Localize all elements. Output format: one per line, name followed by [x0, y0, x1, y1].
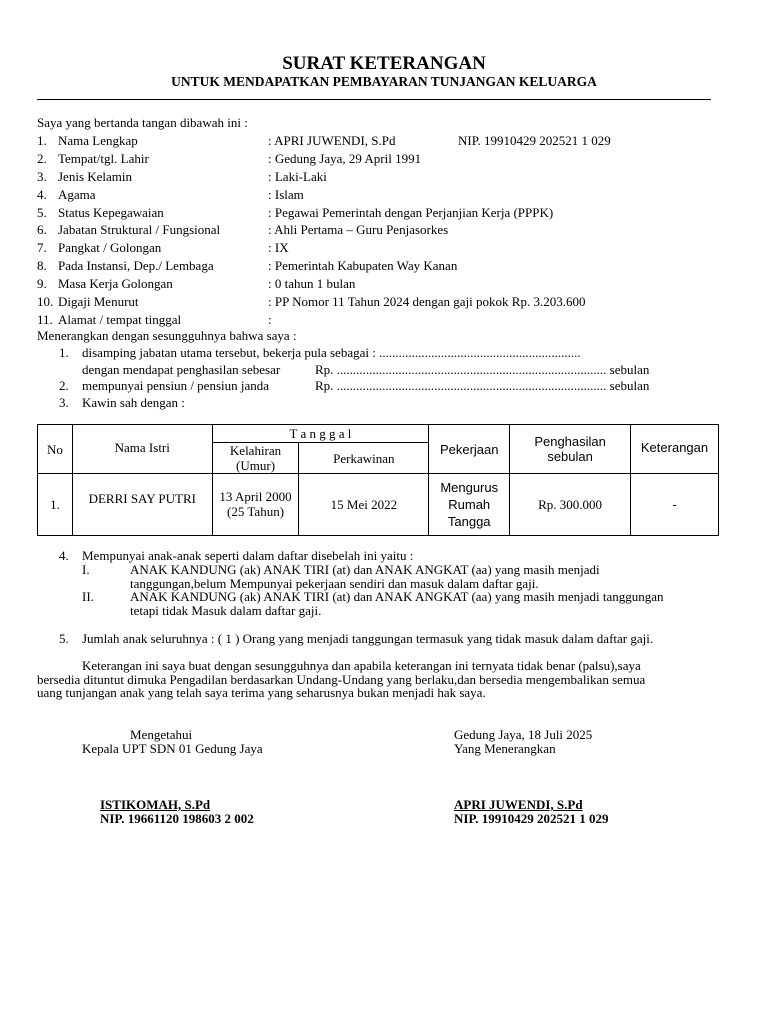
- header-kelahiran-label: Kelahiran: [229, 443, 282, 458]
- children-item-1-line2: tanggungan,belum Mempunyai pekerjaan sendiri dan masuk dalam daftar gaji.: [130, 576, 539, 591]
- statement-pension-label: mempunyai pensiun / pensiun janda: [82, 378, 270, 393]
- field-value: : Pemerintah Kabupaten Way Kanan: [268, 258, 458, 273]
- statement-number: 5.: [59, 631, 69, 646]
- cell-nama: DERRI SAY PUTRI: [72, 474, 212, 536]
- field-label: Jenis Kelamin: [58, 169, 133, 184]
- statement-married: Kawin sah dengan :: [82, 395, 185, 410]
- header-no: No: [38, 425, 73, 474]
- right-sign-name: APRI JUWENDI, S.Pd: [454, 797, 583, 812]
- spouse-table: [37, 424, 719, 536]
- statement-number: 4.: [59, 548, 69, 563]
- cell-pekerjaan-line: Tangga: [447, 514, 491, 529]
- field-value: : 0 tahun 1 bulan: [268, 276, 356, 291]
- table-header-row: [38, 425, 719, 443]
- field-number: 6.: [37, 222, 47, 237]
- header-penghasilan: [510, 425, 631, 474]
- closing-line: bersedia dituntut dimuka Pengadilan berdasarkan Undang-Undang yang berlaku,dan bersedia mengembalikan semua: [37, 672, 646, 687]
- field-label: Nama Lengkap: [58, 133, 138, 148]
- field-label: Pada Instansi, Dep./ Lembaga: [58, 258, 214, 273]
- statement-number: 2.: [59, 378, 69, 393]
- header-penghasilan-label: Penghasilan: [534, 434, 606, 449]
- field-number: 8.: [37, 258, 47, 273]
- cell-kelahiran-date: 13 April 2000: [219, 489, 292, 504]
- field-value: : APRI JUWENDI, S.Pd: [268, 133, 396, 148]
- field-label: Masa Kerja Golongan: [58, 276, 173, 291]
- field-value: : Ahli Pertama – Guru Penjasorkes: [268, 222, 449, 237]
- cell-pekerjaan-line: Rumah: [448, 497, 491, 512]
- header-perkawinan: Perkawinan: [299, 443, 429, 474]
- header-nama-istri: Nama Istri: [72, 425, 212, 474]
- cell-keterangan: -: [631, 474, 719, 536]
- field-number: 10.: [37, 294, 54, 309]
- right-sign-place-date: Gedung Jaya, 18 Juli 2025: [454, 727, 593, 742]
- field-number: 4.: [37, 187, 47, 202]
- children-item-number: I.: [82, 562, 90, 577]
- field-label: Digaji Menurut: [58, 294, 139, 309]
- field-label: Jabatan Struktural / Fungsional: [58, 222, 221, 237]
- field-value: : Gedung Jaya, 29 April 1991: [268, 151, 422, 166]
- field-label: Tempat/tgl. Lahir: [58, 151, 149, 166]
- field-value: : IX: [268, 240, 289, 255]
- nip-inline: NIP. 19910429 202521 1 029: [458, 133, 611, 148]
- field-number: 9.: [37, 276, 47, 291]
- field-label: Alamat / tempat tinggal: [58, 312, 182, 327]
- closing-line: Keterangan ini saya buat dengan sesungguhnya dan apabila keterangan ini ternyata tidak benar (palsu),saya: [82, 658, 641, 673]
- header-sebulan-label: sebulan: [547, 449, 593, 464]
- children-intro: Mempunyai anak-anak seperti dalam daftar disebelah ini yaitu :: [82, 548, 414, 563]
- cell-no: 1.: [38, 474, 73, 536]
- document-title: SURAT KETERANGAN: [282, 53, 486, 74]
- cell-umur: (25 Tahun): [227, 504, 285, 519]
- field-label: Agama: [58, 187, 96, 202]
- header-pekerjaan: Pekerjaan: [429, 425, 510, 474]
- field-number: 2.: [37, 151, 47, 166]
- statement-income-value: Rp. ................................................................................... sebulan: [315, 362, 650, 377]
- left-sign-name: ISTIKOMAH, S.Pd: [100, 797, 211, 812]
- closing-line: uang tunjangan anak yang telah saya terima yang seharusnya bukan menjadi hak saya.: [37, 685, 486, 700]
- header-umur-label: (Umur): [236, 458, 276, 473]
- field-value: :: [268, 312, 272, 327]
- statement-number: 1.: [59, 345, 69, 360]
- field-number: 5.: [37, 205, 47, 220]
- header-tanggal: T a n g g a l: [212, 425, 429, 443]
- field-value: : Laki-Laki: [268, 169, 327, 184]
- statement-intro: Menerangkan dengan sesungguhnya bahwa saya :: [37, 328, 297, 343]
- statement-number: 3.: [59, 395, 69, 410]
- left-sign-title: Mengetahui: [130, 727, 193, 742]
- field-label: Status Kepegawaian: [58, 205, 164, 220]
- field-number: 11.: [37, 312, 53, 327]
- cell-penghasilan: Rp. 300.000: [510, 474, 631, 536]
- field-value: : PP Nomor 11 Tahun 2024 dengan gaji pokok Rp. 3.203.600: [268, 294, 586, 309]
- cell-pekerjaan: [429, 474, 510, 536]
- intro-text: Saya yang bertanda tangan dibawah ini :: [37, 115, 248, 130]
- field-value: : Pegawai Pemerintah dengan Perjanjian Kerja (PPPK): [268, 205, 554, 220]
- field-number: 1.: [37, 133, 47, 148]
- field-value: : Islam: [268, 187, 304, 202]
- statement-pension-value: Rp. ................................................................................... sebulan: [315, 378, 650, 393]
- cell-kelahiran: [212, 474, 299, 536]
- children-item-1-line1: ANAK KANDUNG (ak) ANAK TIRI (at) dan ANAK ANGKAT (aa) yang masih menjadi: [130, 562, 600, 577]
- table-row: [38, 474, 719, 536]
- document-subtitle: UNTUK MENDAPATKAN PEMBAYARAN TUNJANGAN KELUARGA: [171, 74, 597, 89]
- statement-side-job: disamping jabatan utama tersebut, bekerja pula sebagai : ..............................................................: [82, 345, 581, 360]
- field-label: Pangkat / Golongan: [58, 240, 162, 255]
- left-sign-nip: NIP. 19661120 198603 2 002: [100, 811, 254, 826]
- header-divider: [37, 99, 711, 100]
- left-sign-position: Kepala UPT SDN 01 Gedung Jaya: [82, 741, 263, 756]
- children-item-2-line2: tetapi tidak Masuk dalam daftar gaji.: [130, 603, 322, 618]
- header-keterangan: Keterangan: [631, 425, 719, 474]
- children-item-number: II.: [82, 589, 94, 604]
- statement-income-label: dengan mendapat penghasilan sebesar: [82, 362, 281, 377]
- right-sign-title: Yang Menerangkan: [454, 741, 556, 756]
- field-number: 3.: [37, 169, 47, 184]
- children-count: Jumlah anak seluruhnya : ( 1 ) Orang yang menjadi tanggungan termasuk yang tidak masuk dalam daftar gaji.: [82, 631, 654, 646]
- field-number: 7.: [37, 240, 47, 255]
- children-item-2-line1: ANAK KANDUNG (ak) ANAK TIRI (at) dan ANAK ANGKAT (aa) yang masih menjadi tanggungan: [130, 589, 664, 604]
- right-sign-nip: NIP. 19910429 202521 1 029: [454, 811, 609, 826]
- cell-pekerjaan-line: Mengurus: [440, 480, 499, 495]
- cell-perkawinan: 15 Mei 2022: [299, 474, 429, 536]
- header-kelahiran: [212, 443, 299, 474]
